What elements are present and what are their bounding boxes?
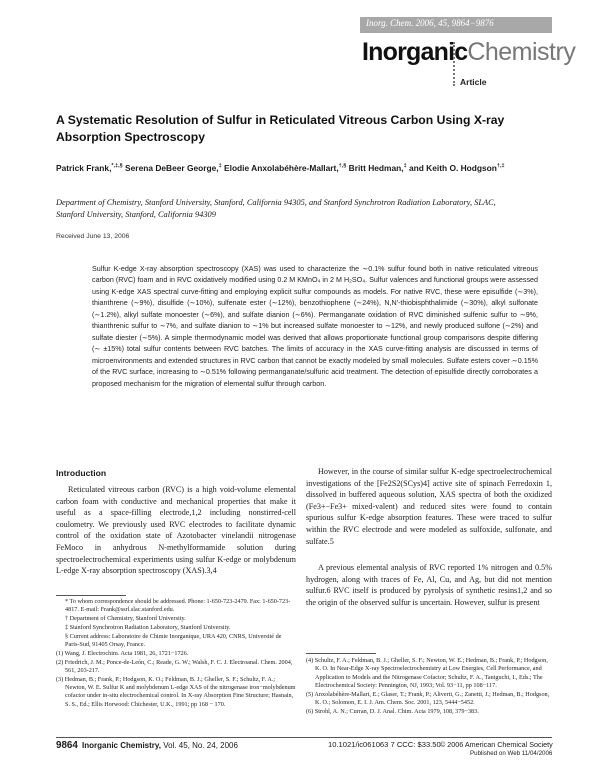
article-title: A Systematic Resolution of Sulfur in Reticulated Vitreous Carbon Using X-ray Absorption Spectroscopy [56,113,505,144]
reference: (4) Schultz, F. A.; Feldman, B. J.; Gheller, S. F.; Newton, W. E.; Hedman, B.; Frank, P.; Hodgson, K. O. In Near-Edge X-ray Spectroelectrochemistry at Low Energies, Cell Performance, and Application to Models and the Nitrogenase Cofactor; Schultz, F. A., Taniguchi, I., Eds.; The Electrochemical Society: Pennington, NJ, 1993; Vol. 93−11, pp 108−117. [306,657,548,689]
affiliations: Department of Chemistry, Stanford University, Stanford, California 94305, and Stanford Synchrotron Radiation Laboratory, SLAC, Stanford University, Stanford, California 94309 [56,198,496,219]
author-mark: ‡ [403,163,407,169]
author-mark: †,‡ [496,163,505,169]
footnote: † Department of Chemistry, Stanford University. [65,615,186,623]
footnote-divider [306,653,376,654]
abstract: Sulfur K-edge X-ray absorption spectroscopy (XAS) was used to characterize the ∼0.1% sulfur found both in native reticulated vitreous carbon (RVC) foam and in RVC oxidatively modified using 0.2 M KMnO₄ in 2 M H₂SO₄. Sulfur valences and functional groups were assessed using K-edge XAS spectral curve-fitting and employing explicit sulfur compounds as models. For native RVC, these were episulfide (∼3%), thianthrene (∼9%), disulfide (∼10%), sulfenate ester (∼12%), benzothiophene (∼24%), N,N′-thiobisphthalimide (∼30%), alkyl sulfonate (∼1.2%), alkyl sulfate monoester (∼6%), and sulfate dianion (∼6%). Permanganate oxidation of RVC diminished sulfenic sulfur to ∼9%, thianthrenic sulfur to ∼7%, and sulfate dianion to ∼1% but increased sulfate monoester to ∼12%, and newly produced sulfone (∼2%) and sulfate diester (∼5%). A simple thermodynamic model was derived that allows proportionate functional group comparisons despite differing (∼ ±15%) total sulfur contents between RVC batches. The limits of accuracy in the XAS curve-fitting analysis are discussed in terms of microenvironments and extended structures in RVC carbon that cannot be exactly modeled by small molecules. Sulfate esters cover ∼0.15% of the RVC surface, increasing to ∼0.51% following permanganate/sulfuric acid treatment. The detection of episulfide directly corroborates a proposed mechanism for the migration of elemental sulfur through carbon. [92,265,538,388]
author-mark: ‡ [218,163,222,169]
author-name: Britt Hedman, [346,162,404,173]
intro-paragraph-2: However, in the course of similar sulfur K-edge spectroelectrochemical investigations of the [Fe2S2(SCys)4] active site of spinach Ferredoxin 1, dissolved in buffered aqueous solution, XAS spectra of both the oxidized (Fe3+−Fe3+ mixed-valent) and reduced sites were found to contain spurious sulfur K-edge absorption features. These were traced to sulfur within the RVC electrode and were modeled as sulfoxide, sulfonate, and sulfate.5 [306,467,552,546]
journal-logo [362,36,576,70]
doi[interactable]: 10.1021/ic061063 7 CCC: $33.50 [328,740,441,749]
intro-paragraph-1: Reticulated vitreous carbon (RVC) is a high void-volume elemental carbon foam with conductive and mechanical properties that make it useful as a space-filling electrode,1,2 including nonstirred-cell coulometry. We previously used RVC electrodes to facilitate dynamic control of the oxidation state of Azotobacter vinelandii nitrogenase FeMoco in anhydrous N-methylformamide solution during spectroelectrochemical experiments using sulfur K-edge or molybdenum L-edge X-ray absorption spectroscopy (XAS).3,4 [56,485,296,576]
footnote: ‡ Stanford Synchrotron Radiation Laboratory, Stanford University. [65,623,231,631]
reference: (1) Wang, J. Electrochim. Acta 1981, 26, 1721−1726. [56,649,189,657]
page-number: 9864 [56,740,78,751]
reference: (5) Anxolabéhère-Mallart, E.; Glaser, T.; Frank, P.; Aliverti, G.; Zanetti, J.; Hedman, B.; Hodgson, K. O.; Solomon, E. I. J. Am. Chem. Soc. 2001, 123, 5444−5452. [306,690,550,706]
footer-volume: Vol. 45, No. 24, 2006 [160,741,238,750]
copyright: © 2006 American Chemical Society [440,740,553,749]
author-mark: *,‡,§ [111,163,123,169]
author-name: and Keith O. Hodgson [406,162,497,173]
reference: (2) Friedrich, J. M.; Ponce-de-León, C.; Reade, G. W.; Walsh, F. C. J. Electroanal. Chem. 2004, 561, 203-217. [56,658,293,674]
author-name: Serena DeBeer George, [122,162,219,173]
footnote-divider [56,595,126,596]
footer-journal [82,741,238,750]
footnotes-right [306,657,552,717]
journal-name-inorganic: Inorganic [362,38,468,66]
footer-journal-name: Inorganic Chemistry, [82,741,161,750]
author-name: Patrick Frank, [56,162,112,173]
intro-paragraph-3: A previous elemental analysis of RVC reported 1% nitrogen and 0.5% hydrogen, along with traces of Fe, Al, Cu, and Ag, but did not mention sulfur.6 RVC itself is produced by pyrolysis of synthetic resins1,2 and so the origin of the observed sulfur is uncertain. However, sulfur is present [306,563,552,607]
logo-divider [453,42,457,86]
reference: (3) Hedman, B.; Frank, P.; Hodgson, K. O.; Feldman, B. J.; Gheller, S. F.; Schultz, F. A.; Newton, W. E. Sulfur K and molybdenum L-edge XAS of the nitrogenase iron−molybdenum cofactor under in-situ electrochemical control. In X-ray Absorption Fine Structure; Hasnain, S. S., Ed.; Ellis Horwood: Chichester, U.K., 1991; pp 168 − 170. [56,675,296,708]
footnotes-left [56,598,296,709]
author-list [56,160,526,175]
published-date: Published on Web 11/04/2006 [470,750,553,757]
section-heading: Introduction [56,468,107,478]
journal-citation: Inorg. Chem. 2006, 45, 9864−9876 [366,18,494,28]
footer-rule [56,737,552,738]
author-mark: †,§ [338,163,347,169]
author-name: Elodie Anxolabéhère-Mallart, [221,162,339,173]
journal-name-chemistry: Chemistry [467,38,576,66]
article-label: Article [460,77,487,87]
footnote: § Current address: Laboratoire de Chimie Inorganique, URA 420, CNRS, Université de Paris-Sud, 91405 Orsay, France. [65,632,282,648]
footnote: * To whom correspondence should be addressed. Phone: 1-650-723-2479. Fax: 1-650-723-4817. E-mail: Frank@ssrl.slac.stanford.edu. [65,598,291,614]
received-date: Received June 13, 2006 [56,233,130,240]
reference: (6) Strohl, A. N.; Curran, D. J. Anal. Chim. Acta 1979, 108, 379−383. [306,707,479,715]
